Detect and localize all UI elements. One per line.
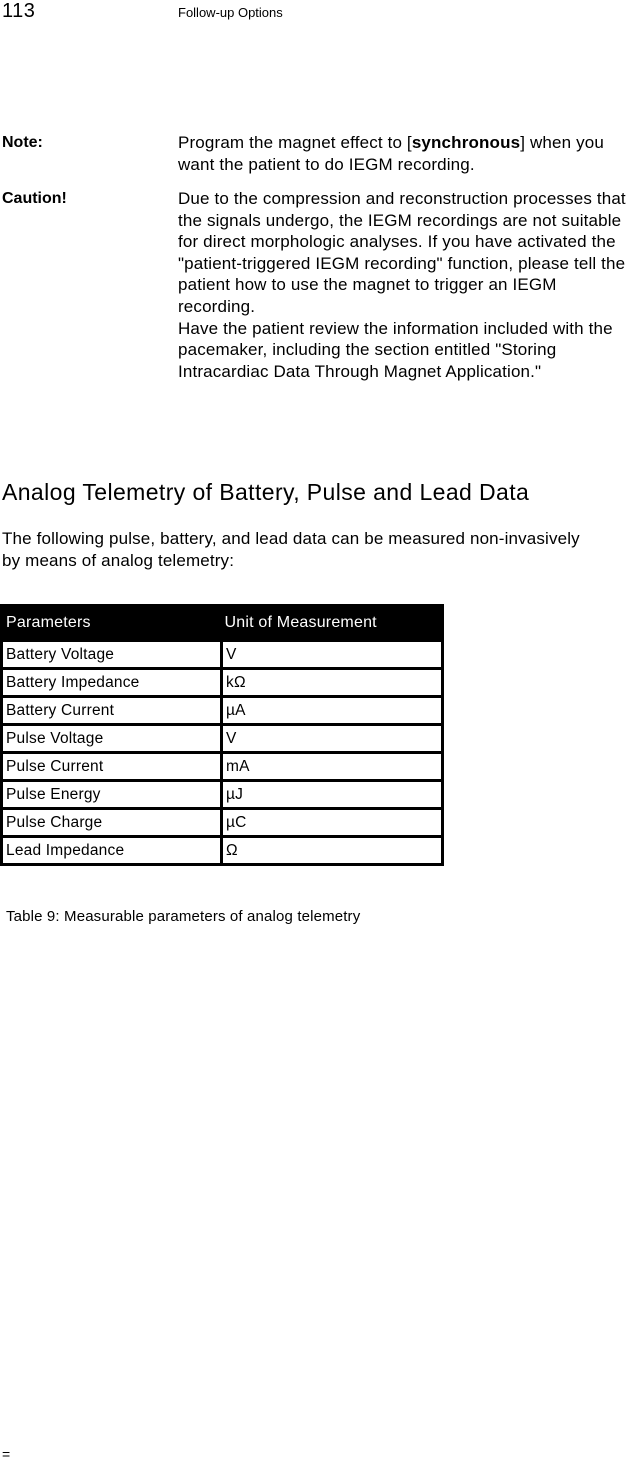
caution-paragraph-1: Due to the compression and reconstruction processes that the signals undergo, the IEGM recordings are not suitable for direct morphologic analyses. If you have activated the "patient-triggered IEGM recording" function, please tell the patient how to use the magnet to trigger an IEGM recording. [178, 189, 626, 316]
table-cell-unit: µC [222, 809, 443, 837]
table-cell-unit: kΩ [222, 669, 443, 697]
table-header-row [2, 606, 443, 641]
table-cell-parameter: Lead Impedance [2, 837, 222, 865]
caution-text [178, 188, 627, 382]
table-row [2, 753, 443, 781]
table-row [2, 837, 443, 865]
table-row [2, 725, 443, 753]
note-block [0, 132, 627, 178]
table-cell-unit: mA [222, 753, 443, 781]
note-label: Note: [2, 134, 43, 151]
caution-paragraph-2: Have the patient review the information included with the pacemaker, including the section entitled "Storing Intracardiac Data Through Magnet Application." [178, 318, 613, 381]
table-cell-unit: Ω [222, 837, 443, 865]
table-cell-parameter: Battery Impedance [2, 669, 222, 697]
page-number: 113 [2, 0, 36, 22]
section-heading: Analog Telemetry of Battery, Pulse and Lead Data [2, 479, 530, 505]
table-row [2, 641, 443, 669]
table-cell-parameter: Pulse Voltage [2, 725, 222, 753]
table-cell-parameter: Pulse Charge [2, 809, 222, 837]
table-cell-parameter: Pulse Current [2, 753, 222, 781]
table-cell-parameter: Pulse Energy [2, 781, 222, 809]
table-row [2, 669, 443, 697]
table-cell-unit: µA [222, 697, 443, 725]
table-caption: Table 9: Measurable parameters of analog telemetry [6, 908, 361, 925]
caution-label: Caution! [2, 190, 67, 207]
page-header [0, 0, 627, 30]
table-cell-unit: V [222, 641, 443, 669]
note-text: Program the magnet effect to [synchronous] when you want the patient to do IEGM recording. [178, 133, 604, 174]
caution-block [0, 188, 627, 448]
table-header-parameters: Parameters [2, 606, 222, 641]
table-row [2, 697, 443, 725]
running-section-title: Follow-up Options [178, 5, 283, 20]
table-cell-unit: V [222, 725, 443, 753]
table-header-unit: Unit of Measurement [222, 606, 443, 641]
footer-mark: = [2, 1446, 11, 1462]
note-bold-term: synchronous [411, 133, 521, 152]
table-row [2, 781, 443, 809]
table-cell-parameter: Battery Current [2, 697, 222, 725]
table-cell-unit: µJ [222, 781, 443, 809]
table-row [2, 809, 443, 837]
section-intro: The following pulse, battery, and lead data can be measured non-invasively by means of analog telemetry: [2, 529, 580, 570]
table-cell-parameter: Battery Voltage [2, 641, 222, 669]
parameters-table [0, 604, 444, 866]
